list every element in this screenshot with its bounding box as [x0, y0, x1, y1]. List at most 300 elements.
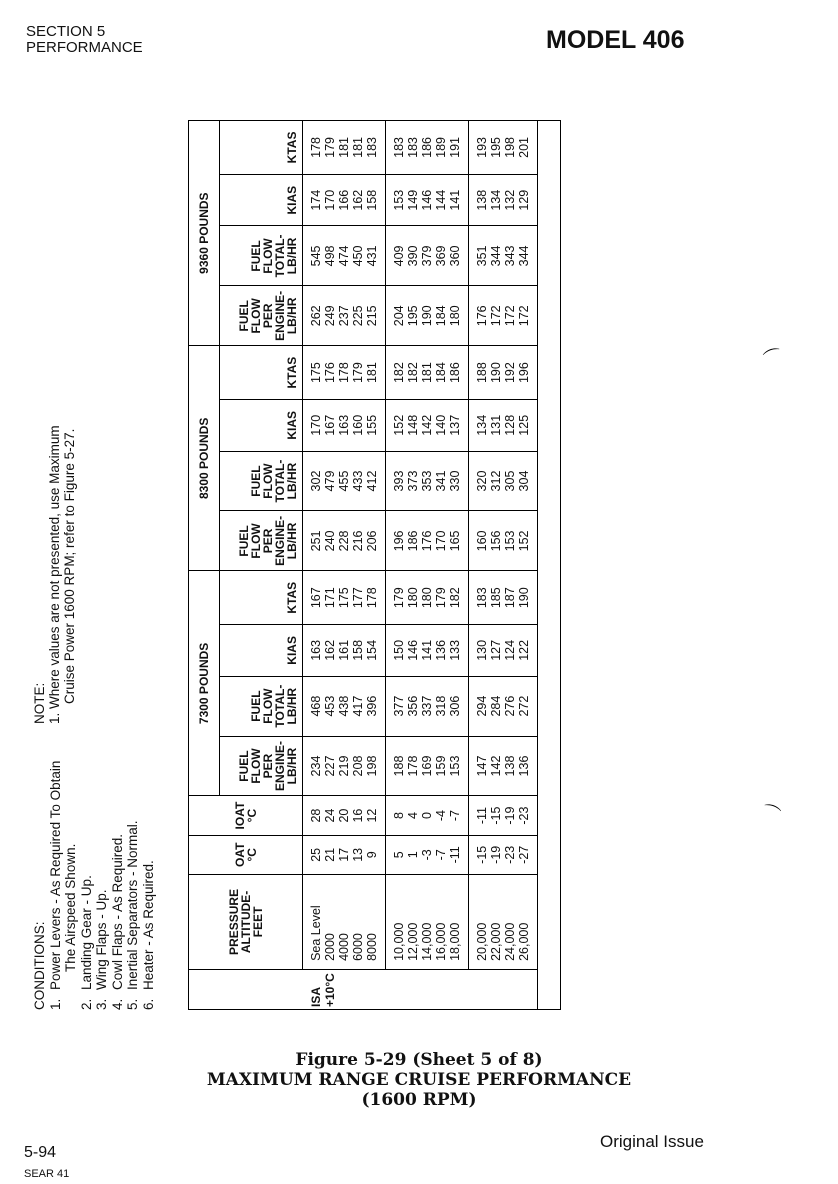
ktas-value: 192: [503, 362, 517, 384]
oat-value: 25: [309, 847, 323, 862]
fuel-flow-total-value: 320: [475, 470, 489, 492]
kias-value: 134: [475, 414, 489, 436]
pressure-altitude-value: 14,000: [420, 922, 434, 961]
condition-item: [94, 720, 110, 1010]
header-ff-per-engine: FUEL FLOW PER ENGINE- LB/HR: [220, 736, 303, 796]
oat-value: -27: [517, 845, 531, 864]
figure-caption: [0, 1050, 838, 1110]
ioat-cell: [469, 796, 538, 835]
fuel-flow-total-value: 302: [309, 470, 323, 492]
fuel-flow-per-engine-cell: [386, 511, 469, 571]
fuel-flow-per-engine-value: 170: [434, 530, 448, 552]
fuel-flow-total-value: 455: [337, 470, 351, 492]
fuel-flow-total-value: 474: [337, 245, 351, 267]
kias-cell: [386, 399, 469, 451]
kias-cell: [469, 625, 538, 677]
fuel-flow-per-engine-value: 240: [323, 530, 337, 552]
fuel-flow-per-engine-value: 234: [309, 755, 323, 777]
rotated-content: [30, 120, 590, 1010]
oat-value: -19: [489, 845, 503, 864]
fuel-flow-per-engine-value: 153: [448, 755, 462, 777]
header-ff-total: FUEL FLOW TOTAL- LB/HR: [220, 451, 303, 511]
ktas-value: 198: [503, 137, 517, 158]
fuel-flow-per-engine-value: 172: [503, 305, 517, 327]
oat-value: 5: [392, 851, 406, 859]
fuel-flow-total-value: 344: [489, 245, 503, 267]
fuel-flow-total-value: 396: [365, 695, 379, 717]
ioat-value: 16: [351, 808, 365, 823]
kias-value: 160: [351, 414, 365, 436]
fuel-flow-per-engine-value: 237: [337, 305, 351, 327]
ktas-value: 180: [420, 587, 434, 609]
pressure-altitude-value: 18,000: [448, 922, 462, 961]
page-number: 5-94: [24, 1144, 57, 1161]
kias-value: 132: [503, 189, 517, 211]
ioat-value: -11: [475, 807, 489, 825]
kias-value: 153: [392, 189, 406, 211]
pressure-altitude-value: 4000: [337, 933, 351, 961]
fuel-flow-per-engine-value: 228: [337, 530, 351, 552]
header-ff-total: FUEL FLOW TOTAL- LB/HR: [220, 226, 303, 286]
fuel-flow-total-value: 330: [448, 470, 462, 492]
fuel-flow-total-value: 468: [309, 695, 323, 717]
kias-cell: [386, 625, 469, 677]
fuel-flow-per-engine-value: 219: [337, 755, 351, 777]
ktas-cell: [303, 571, 386, 625]
weight-7300-header: 7300 POUNDS: [189, 571, 220, 796]
fuel-flow-total-value: 479: [323, 470, 337, 492]
fuel-flow-per-engine-cell: [303, 736, 386, 796]
ioat-value: 28: [309, 808, 323, 823]
section-label: SECTION 5: [26, 23, 106, 40]
fuel-flow-per-engine-value: 159: [434, 755, 448, 777]
fuel-flow-per-engine-value: 215: [365, 305, 379, 327]
altitude-group-row: [386, 121, 469, 1010]
condition-number: 2.: [78, 998, 94, 1010]
kias-value: 166: [337, 189, 351, 211]
header-ktas: KTAS: [220, 571, 303, 625]
oat-value: -23: [503, 845, 517, 864]
fuel-flow-per-engine-cell: [303, 511, 386, 571]
fuel-flow-per-engine-value: 225: [351, 305, 365, 327]
ktas-value: 179: [434, 587, 448, 609]
figure-subtitle: (1600 RPM): [361, 1090, 477, 1110]
kias-value: 138: [475, 189, 489, 211]
condition-number: 6.: [140, 998, 156, 1010]
ioat-value: -23: [517, 806, 531, 825]
ktas-value: 201: [517, 137, 531, 158]
section-header: [26, 24, 143, 56]
ktas-value: 196: [517, 362, 531, 384]
condition-item: [125, 720, 141, 1010]
fuel-flow-per-engine-value: 169: [420, 755, 434, 777]
fuel-flow-per-engine-value: 142: [489, 755, 503, 777]
fuel-flow-per-engine-value: 186: [406, 530, 420, 552]
fuel-flow-total-value: 360: [448, 245, 462, 267]
table-filler-cell: [538, 121, 561, 1010]
fuel-flow-total-value: 498: [323, 245, 337, 267]
fuel-flow-total-cell: [386, 226, 469, 286]
table-filler-row: [538, 121, 561, 1010]
fuel-flow-per-engine-value: 153: [503, 530, 517, 552]
ktas-value: 191: [448, 137, 462, 158]
pressure-altitude-value: 20,000: [475, 922, 489, 961]
ktas-cell: [303, 121, 386, 175]
fuel-flow-total-value: 304: [517, 470, 531, 492]
condition-number: 4.: [109, 998, 125, 1010]
oat-value: 21: [323, 847, 337, 862]
ktas-cell: [303, 346, 386, 400]
condition-item: [79, 720, 95, 1010]
kias-value: 158: [351, 639, 365, 661]
ioat-cell: [303, 796, 386, 835]
kias-value: 136: [434, 639, 448, 661]
condition-text: The Airspeed Shown.: [63, 843, 78, 972]
ktas-value: 178: [337, 362, 351, 384]
fuel-flow-total-cell: [469, 676, 538, 736]
fuel-flow-per-engine-cell: [386, 286, 469, 346]
fuel-flow-total-value: 417: [351, 695, 365, 717]
fuel-flow-per-engine-value: 147: [475, 755, 489, 777]
fuel-flow-total-value: 351: [475, 245, 489, 267]
ktas-value: 167: [309, 587, 323, 609]
condition-text: Heater - As Required.: [140, 860, 156, 990]
pressure-altitude-value: 16,000: [434, 922, 448, 961]
pressure-altitude-cell: [469, 874, 538, 969]
fuel-flow-per-engine-value: 196: [392, 530, 406, 552]
isa-label: [469, 969, 538, 1009]
ktas-cell: [469, 346, 538, 400]
fuel-flow-per-engine-value: 160: [475, 530, 489, 552]
fuel-flow-total-value: 272: [517, 695, 531, 717]
fuel-flow-per-engine-value: 152: [517, 530, 531, 552]
ktas-value: 183: [392, 137, 406, 158]
altitude-group-row: [469, 121, 538, 1010]
header-ioat: IOAT °C: [189, 796, 303, 835]
ioat-value: -19: [503, 806, 517, 825]
subsection-label: PERFORMANCE: [26, 39, 143, 56]
fuel-flow-total-value: 318: [434, 695, 448, 717]
weight-9360-header: 9360 POUNDS: [189, 121, 220, 346]
ktas-value: 183: [406, 137, 420, 158]
ktas-value: 180: [406, 587, 420, 609]
ktas-value: 189: [434, 137, 448, 158]
condition-item: [63, 720, 79, 1010]
fuel-flow-per-engine-value: 138: [503, 755, 517, 777]
condition-text: Landing Gear - Up.: [78, 875, 94, 990]
ioat-cell: [386, 796, 469, 835]
oat-value: -15: [475, 845, 489, 864]
ktas-value: 179: [392, 587, 406, 609]
kias-cell: [303, 399, 386, 451]
kias-value: 146: [406, 639, 420, 661]
condition-number: 5.: [125, 998, 140, 1010]
kias-value: 128: [503, 414, 517, 436]
fuel-flow-per-engine-value: 184: [434, 305, 448, 327]
ktas-value: 175: [337, 587, 351, 609]
fuel-flow-per-engine-value: 188: [392, 755, 406, 777]
ioat-value: 0: [420, 812, 434, 820]
oat-value: 13: [351, 847, 365, 862]
ktas-value: 190: [517, 587, 531, 609]
kias-value: 162: [351, 189, 365, 211]
ktas-value: 175: [309, 362, 323, 384]
ktas-value: 182: [406, 362, 420, 384]
ktas-value: 181: [365, 362, 379, 384]
oat-value: 9: [365, 851, 379, 859]
kias-value: 149: [406, 189, 420, 211]
fuel-flow-total-value: 431: [365, 245, 379, 267]
conditions-title: CONDITIONS:: [32, 921, 47, 1010]
oat-cell: [303, 835, 386, 874]
note-line-2: Cruise Power 1600 RPM; refer to Figure 5-27.: [62, 428, 77, 704]
kias-value: 144: [434, 189, 448, 211]
fuel-flow-total-value: 377: [392, 695, 406, 717]
kias-value: 174: [309, 189, 323, 211]
fuel-flow-total-value: 306: [448, 695, 462, 717]
pressure-altitude-cell: [386, 874, 469, 969]
fuel-flow-total-value: 343: [503, 245, 517, 267]
fuel-flow-per-engine-value: 227: [323, 755, 337, 777]
ktas-value: 188: [475, 362, 489, 384]
kias-cell: [469, 174, 538, 226]
kias-value: 154: [365, 639, 379, 661]
kias-value: 161: [337, 639, 351, 661]
ktas-value: 193: [475, 137, 489, 158]
kias-value: 137: [448, 414, 462, 436]
ktas-value: 176: [323, 362, 337, 384]
fuel-flow-total-cell: [303, 226, 386, 286]
fuel-flow-per-engine-value: 206: [365, 530, 379, 552]
header-ktas: KTAS: [220, 346, 303, 400]
fuel-flow-per-engine-value: 165: [448, 530, 462, 552]
ktas-value: 177: [351, 587, 365, 609]
altitude-group-row: [303, 121, 386, 1010]
condition-number: 1.: [47, 998, 63, 1010]
note-title: NOTE:: [32, 682, 47, 724]
fuel-flow-total-value: 341: [434, 470, 448, 492]
oat-value: 1: [406, 851, 420, 859]
header-ff-per-engine: FUEL FLOW PER ENGINE- LB/HR: [220, 511, 303, 571]
fuel-flow-total-value: 390: [406, 245, 420, 267]
kias-value: 124: [503, 639, 517, 661]
kias-value: 167: [323, 414, 337, 436]
fuel-flow-per-engine-value: 172: [517, 305, 531, 327]
fuel-flow-per-engine-value: 216: [351, 530, 365, 552]
ktas-value: 181: [351, 137, 365, 158]
kias-value: 127: [489, 639, 503, 661]
table-body: [303, 121, 561, 1010]
fuel-flow-total-value: 545: [309, 245, 323, 267]
oat-cell: [469, 835, 538, 874]
ktas-value: 179: [323, 137, 337, 158]
pressure-altitude-value: 26,000: [517, 922, 531, 961]
header-ktas: KTAS: [220, 121, 303, 175]
header-pressure-altitude: PRESSURE ALTITUDE- FEET: [189, 874, 303, 969]
oat-value: -3: [420, 849, 434, 861]
fuel-flow-per-engine-value: 178: [406, 755, 420, 777]
fuel-flow-total-value: 353: [420, 470, 434, 492]
kias-value: 130: [475, 639, 489, 661]
fuel-flow-total-value: 379: [420, 245, 434, 267]
pressure-altitude-value: 2000: [323, 933, 337, 961]
ktas-cell: [386, 571, 469, 625]
kias-value: 170: [323, 189, 337, 211]
ktas-value: 178: [309, 137, 323, 158]
fuel-flow-total-cell: [303, 451, 386, 511]
pressure-altitude-cell: [303, 874, 386, 969]
margin-mark: ⌒: [761, 345, 786, 371]
fuel-flow-total-value: 276: [503, 695, 517, 717]
kias-value: 122: [517, 639, 531, 661]
ktas-value: 182: [392, 362, 406, 384]
fuel-flow-total-value: 393: [392, 470, 406, 492]
header-kias: KIAS: [220, 174, 303, 226]
fuel-flow-per-engine-value: 208: [351, 755, 365, 777]
ktas-value: 190: [489, 362, 503, 384]
ktas-cell: [469, 121, 538, 175]
ktas-value: 186: [420, 137, 434, 158]
pressure-altitude-value: 8000: [365, 933, 379, 961]
condition-text: Wing Flaps - Up.: [94, 889, 109, 990]
oat-value: -7: [434, 849, 448, 861]
model-title: MODEL 406: [546, 26, 685, 54]
header-kias: KIAS: [220, 399, 303, 451]
fuel-flow-total-value: 412: [365, 470, 379, 492]
fuel-flow-per-engine-cell: [469, 511, 538, 571]
header-ff-per-engine: FUEL FLOW PER ENGINE- LB/HR: [220, 286, 303, 346]
note-line-1: 1. Where values are not presented, use Maximum: [47, 425, 62, 724]
kias-value: 141: [448, 189, 462, 211]
fuel-flow-per-engine-cell: [469, 286, 538, 346]
fuel-flow-total-value: 373: [406, 470, 420, 492]
condition-text: Inertial Separators - Normal.: [125, 820, 140, 990]
ktas-cell: [386, 121, 469, 175]
conditions-block: [32, 720, 156, 1010]
fuel-flow-total-value: 337: [420, 695, 434, 717]
ktas-value: 182: [448, 587, 462, 609]
header-oat: OAT °C: [189, 835, 303, 874]
fuel-flow-total-cell: [386, 676, 469, 736]
kias-value: 141: [420, 639, 434, 661]
ioat-value: 8: [392, 812, 406, 820]
kias-value: 125: [517, 414, 531, 436]
kias-value: 155: [365, 414, 379, 436]
fuel-flow-per-engine-cell: [469, 736, 538, 796]
ioat-value: 12: [365, 808, 379, 823]
condition-item: [110, 720, 126, 1010]
fuel-flow-total-cell: [303, 676, 386, 736]
kias-cell: [469, 399, 538, 451]
kias-value: 146: [420, 189, 434, 211]
fuel-flow-total-value: 305: [503, 470, 517, 492]
fuel-flow-per-engine-value: 172: [489, 305, 503, 327]
kias-value: 152: [392, 414, 406, 436]
fuel-flow-per-engine-value: 180: [448, 305, 462, 327]
ioat-value: -15: [489, 806, 503, 825]
ktas-value: 187: [503, 587, 517, 609]
isa-label: [386, 969, 469, 1009]
ktas-value: 171: [323, 587, 337, 609]
ioat-value: -4: [434, 810, 448, 822]
document-code: SEAR 41: [24, 1168, 70, 1180]
cruise-performance-table: [188, 120, 561, 1010]
pressure-altitude-value: 6000: [351, 933, 365, 961]
ktas-value: 195: [489, 137, 503, 158]
fuel-flow-total-value: 433: [351, 470, 365, 492]
ioat-value: 24: [323, 808, 337, 823]
ktas-value: 186: [448, 362, 462, 384]
fuel-flow-per-engine-value: 190: [420, 305, 434, 327]
kias-cell: [303, 625, 386, 677]
conditions-list: [48, 720, 157, 1010]
ktas-value: 179: [351, 362, 365, 384]
fuel-flow-total-value: 369: [434, 245, 448, 267]
kias-value: 133: [448, 639, 462, 661]
weight-8300-header: 8300 POUNDS: [189, 346, 220, 571]
fuel-flow-per-engine-cell: [386, 736, 469, 796]
fuel-flow-total-value: 312: [489, 470, 503, 492]
kias-value: 148: [406, 414, 420, 436]
fuel-flow-total-value: 294: [475, 695, 489, 717]
fuel-flow-total-value: 356: [406, 695, 420, 717]
margin-mark: ⌒: [758, 801, 783, 827]
kias-cell: [386, 174, 469, 226]
ktas-value: 178: [365, 587, 379, 609]
pressure-altitude-value: 22,000: [489, 922, 503, 961]
fuel-flow-per-engine-value: 136: [517, 755, 531, 777]
pressure-altitude-value: 12,000: [406, 922, 420, 961]
figure-title: MAXIMUM RANGE CRUISE PERFORMANCE: [206, 1070, 632, 1090]
pressure-altitude-value: 10,000: [392, 922, 406, 961]
kias-cell: [303, 174, 386, 226]
kias-value: 163: [309, 639, 323, 661]
fuel-flow-total-value: 409: [392, 245, 406, 267]
fuel-flow-total-cell: [469, 451, 538, 511]
fuel-flow-per-engine-value: 176: [475, 305, 489, 327]
condition-item: [141, 720, 157, 1010]
fuel-flow-per-engine-value: 262: [309, 305, 323, 327]
header-ff-total: FUEL FLOW TOTAL- LB/HR: [220, 676, 303, 736]
fuel-flow-per-engine-value: 249: [323, 305, 337, 327]
condition-text: Cowl Flaps - As Required.: [109, 833, 125, 990]
fuel-flow-per-engine-value: 195: [406, 305, 420, 327]
ioat-value: 4: [406, 812, 420, 820]
fuel-flow-total-value: 450: [351, 245, 365, 267]
ktas-value: 184: [434, 362, 448, 384]
oat-value: 17: [337, 847, 351, 862]
kias-value: 131: [489, 414, 503, 436]
kias-value: 129: [517, 189, 531, 211]
kias-value: 140: [434, 414, 448, 436]
fuel-flow-per-engine-value: 156: [489, 530, 503, 552]
kias-value: 134: [489, 189, 503, 211]
fuel-flow-per-engine-cell: [303, 286, 386, 346]
fuel-flow-per-engine-value: 251: [309, 530, 323, 552]
condition-number: 3.: [94, 998, 109, 1010]
fuel-flow-total-value: 284: [489, 695, 503, 717]
header-kias: KIAS: [220, 625, 303, 677]
ktas-cell: [386, 346, 469, 400]
kias-value: 170: [309, 414, 323, 436]
condition-text: Power Levers - As Required To Obtain: [47, 760, 63, 990]
ktas-value: 181: [420, 362, 434, 384]
ktas-value: 185: [489, 587, 503, 609]
kias-value: 142: [420, 414, 434, 436]
kias-value: 150: [392, 639, 406, 661]
issue-label: Original Issue: [600, 1132, 704, 1151]
fuel-flow-total-value: 438: [337, 695, 351, 717]
